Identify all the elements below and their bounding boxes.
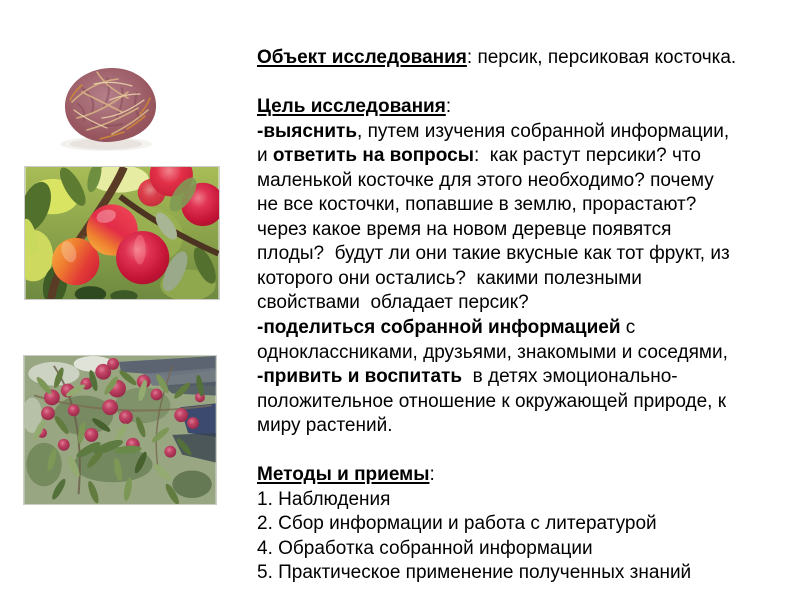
blank-line [257, 439, 736, 464]
text-line [257, 95, 736, 120]
text-run: : [445, 96, 452, 118]
text-run: с [620, 317, 636, 339]
list-item: 2. Сбор информации и работа с литературой [257, 513, 657, 535]
text-line [257, 463, 736, 488]
text-line [257, 193, 736, 218]
text-line [257, 169, 736, 194]
text-line [257, 365, 736, 390]
blank-line [257, 71, 736, 96]
text-line [257, 316, 736, 341]
peach-pit-illustration [52, 56, 170, 156]
text-line [257, 144, 736, 169]
text-line [257, 218, 736, 243]
text-line [257, 488, 736, 513]
list-item: 4. Обработка собранной информации [257, 537, 593, 559]
text-run: : [429, 464, 435, 486]
text-line [257, 390, 736, 415]
text-line [257, 414, 736, 439]
text-run: миру растений. [257, 415, 393, 437]
peach-tree-illustration [24, 356, 216, 504]
peach-pit-photo [52, 56, 170, 156]
text-run: которого они остались? какими полезными [257, 267, 642, 289]
text-line [257, 561, 736, 586]
text-run: через какое время на новом деревце появятся [257, 218, 672, 240]
text-run: -привить и воспитать [257, 366, 463, 388]
text-run: положительное отношение к окружающей природе, к [257, 390, 727, 412]
text-line [257, 512, 736, 537]
list-item: 5. Практическое применение полученных знаний [257, 562, 692, 584]
peach-tree-photo [23, 355, 217, 505]
text-run: маленькой косточке для этого необходимо? почему [257, 169, 714, 191]
text-line [257, 341, 736, 366]
text-line [257, 537, 736, 562]
text-line [257, 120, 736, 145]
text-run: не все косточки, попавшие в землю, прорастают? [257, 194, 697, 216]
text-run: одноклассниками, друзьями, знакомыми и соседями, [257, 341, 728, 363]
text-line [257, 46, 736, 71]
text-run: -поделиться собранной информацией [257, 317, 621, 339]
text-run: : персик, персиковая косточка. [466, 47, 737, 68]
text-line [257, 242, 736, 267]
peaches-on-branch-photo [24, 166, 220, 300]
text-run: , путем изучения собранной информации, [357, 120, 730, 142]
text-line [257, 267, 736, 292]
slide-text [257, 46, 736, 586]
peaches-branch-illustration [25, 167, 219, 299]
goal-heading: Цель исследования [257, 96, 446, 118]
text-run: -выяснить [257, 120, 358, 142]
text-run: и [257, 145, 273, 167]
text-run: плоды? будут ли они такие вкусные как тот фрукт, из [257, 243, 730, 265]
text-run: в детях эмоционально- [462, 366, 678, 388]
text-line [257, 291, 736, 316]
text-run: : как растут персики? что [473, 145, 701, 167]
text-run: свойствами обладает персик? [257, 292, 529, 314]
methods-heading: Методы и приемы [257, 464, 430, 486]
text-run: ответить на вопросы [272, 145, 474, 167]
object-heading: Объект исследования [257, 47, 467, 68]
list-item: 1. Наблюдения [257, 488, 391, 510]
